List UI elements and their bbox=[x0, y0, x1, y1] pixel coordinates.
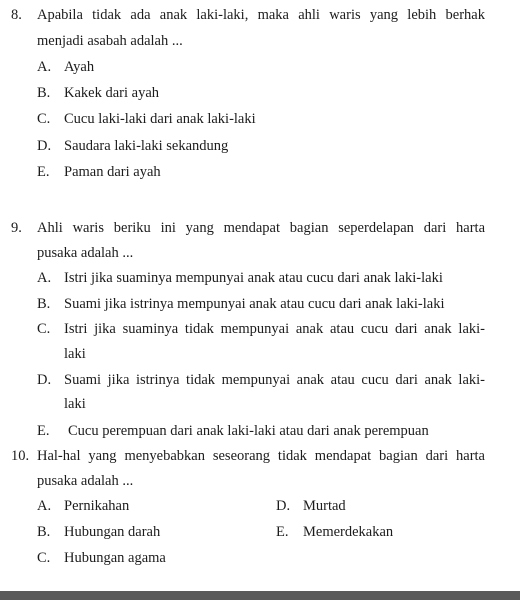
option-text: Suami jika istrinya tidak mempunyai anak atau cucu dari anak laki- bbox=[64, 372, 485, 388]
option-text: Cucu perempuan dari anak laki-laki atau dari anak perempuan bbox=[68, 423, 429, 439]
question-number: 10. bbox=[11, 448, 30, 464]
option-text: Suami jika istrinya mempunyai anak atau cucu dari anak laki-laki bbox=[64, 296, 445, 312]
option-letter: B. bbox=[37, 296, 51, 312]
option-text: Saudara laki-laki sekandung bbox=[64, 138, 229, 154]
question-text-line: menjadi asabah adalah ... bbox=[37, 33, 183, 49]
option-letter: A. bbox=[37, 270, 52, 286]
option-letter: D. bbox=[37, 138, 52, 154]
option-letter: E. bbox=[37, 423, 50, 439]
bottom-edge-bar bbox=[0, 591, 520, 600]
option-letter: A. bbox=[37, 498, 52, 514]
option-letter: B. bbox=[37, 524, 51, 540]
option-letter: A. bbox=[37, 59, 52, 75]
question-text-line: Apabila tidak ada anak laki-laki, maka ahli waris yang lebih berhak bbox=[37, 7, 485, 23]
option-letter: C. bbox=[37, 111, 51, 127]
option-text: Kakek dari ayah bbox=[64, 85, 160, 101]
option-letter: D. bbox=[276, 498, 291, 514]
question-text-line: Hal-hal yang menyebabkan seseorang tidak mendapat bagian dari harta bbox=[37, 448, 485, 464]
question-text-line: pusaka adalah ... bbox=[37, 473, 134, 489]
option-letter: E. bbox=[276, 524, 289, 540]
option-letter: D. bbox=[37, 372, 52, 388]
option-text: Cucu laki-laki dari anak laki-laki bbox=[64, 111, 256, 127]
option-text-continuation: laki bbox=[64, 396, 86, 412]
option-text: Hubungan agama bbox=[64, 550, 166, 566]
option-text-continuation: laki bbox=[64, 346, 86, 362]
option-letter: C. bbox=[37, 550, 51, 566]
option-text: Hubungan darah bbox=[64, 524, 161, 540]
question-text-line: Ahli waris beriku ini yang mendapat bagian seperdelapan dari harta bbox=[37, 220, 485, 236]
option-text: Ayah bbox=[64, 59, 95, 75]
option-letter: E. bbox=[37, 164, 50, 180]
option-text: Istri jika suaminya mempunyai anak atau cucu dari anak laki-laki bbox=[64, 270, 443, 286]
option-text: Memerdekakan bbox=[303, 524, 394, 540]
question-number: 8. bbox=[11, 7, 22, 23]
option-text: Pernikahan bbox=[64, 498, 130, 514]
question-text-line: pusaka adalah ... bbox=[37, 245, 134, 261]
question-number: 9. bbox=[11, 220, 22, 236]
option-text: Paman dari ayah bbox=[64, 164, 161, 180]
option-letter: B. bbox=[37, 85, 51, 101]
option-text: Murtad bbox=[303, 498, 346, 514]
option-text: Istri jika suaminya tidak mempunyai anak atau cucu dari anak laki- bbox=[64, 321, 485, 337]
option-letter: C. bbox=[37, 321, 51, 337]
